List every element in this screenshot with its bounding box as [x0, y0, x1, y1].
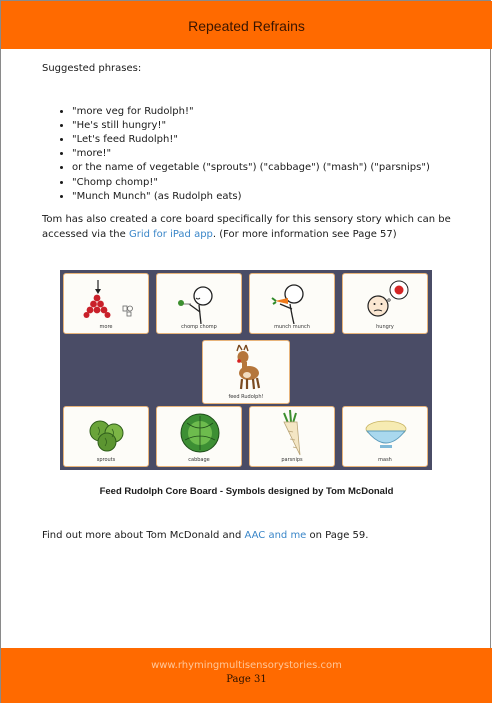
symbol-card-feed-rudolph [202, 340, 290, 404]
core-board-image [60, 270, 432, 470]
symbol-card-hungry [342, 273, 428, 334]
page-number: Page 31 [226, 674, 267, 685]
reindeer-icon [203, 341, 291, 393]
card-label: hungry [376, 324, 394, 330]
card-label: more [99, 324, 113, 330]
cabbage-icon [157, 407, 243, 457]
find-out-paragraph [42, 530, 368, 541]
symbol-card-cabbage [156, 406, 242, 467]
mash-bowl-icon [343, 407, 429, 457]
sprouts-icon [64, 407, 150, 457]
card-label: chomp chomp [181, 324, 217, 330]
hungry-face-icon [343, 274, 429, 324]
find-out-text-end: on Page 59. [306, 530, 369, 541]
phrase-item: • "Chomp chomp!" [72, 176, 452, 190]
phrase-item: • "more!" [72, 147, 452, 161]
phrase-item: • "Munch Munch" (as Rudolph eats) [72, 190, 452, 204]
grid-for-ipad-link[interactable]: Grid for iPad app [128, 229, 213, 240]
card-label: cabbage [188, 457, 210, 463]
symbol-card-parsnips [249, 406, 335, 467]
phrase-item: • "more veg for Rudolph!" [72, 105, 452, 119]
footer-url[interactable]: www.rhymingmultisensorystories.com [151, 660, 342, 671]
core-board-paragraph [42, 212, 454, 242]
core-board-text: Tom has also created a core board specifically for this sensory story which can be accessed via the [42, 214, 451, 240]
symbol-card-chomp-chomp [156, 273, 242, 334]
card-label: feed Rudolph! [228, 394, 264, 400]
symbol-card-sprouts [63, 406, 149, 467]
phrase-item: • or the name of vegetable ("sprouts") ("cabbage") ("mash") ("parsnips") [72, 161, 452, 175]
strawberry-pile-icon [64, 274, 150, 324]
parsnip-icon [250, 407, 336, 457]
page-title: Repeated Refrains [188, 18, 305, 34]
card-label: munch munch [274, 324, 310, 330]
card-label: parsnips [281, 457, 303, 463]
page-header [1, 1, 492, 49]
find-out-text: Find out more about Tom McDonald and [42, 530, 245, 541]
phrase-list [42, 105, 452, 204]
phrase-item: • "He's still hungry!" [72, 119, 452, 133]
board-caption: Feed Rudolph Core Board - Symbols designed by Tom McDonald [99, 486, 394, 497]
symbol-card-mash [342, 406, 428, 467]
intro-text: Suggested phrases: [42, 63, 142, 74]
symbol-card-more [63, 273, 149, 334]
person-eating-carrot-icon [250, 274, 336, 324]
phrases-section [42, 62, 452, 204]
person-eating-icon [157, 274, 243, 324]
core-board-text-end: . (For more information see Page 57) [212, 229, 397, 240]
card-label: mash [378, 457, 392, 463]
phrase-item: • "Let's feed Rudolph!" [72, 133, 452, 147]
card-label: sprouts [96, 457, 116, 463]
aac-and-me-link[interactable]: AAC and me [244, 530, 307, 541]
symbol-card-munch-munch [249, 273, 335, 334]
page-footer [1, 648, 492, 703]
